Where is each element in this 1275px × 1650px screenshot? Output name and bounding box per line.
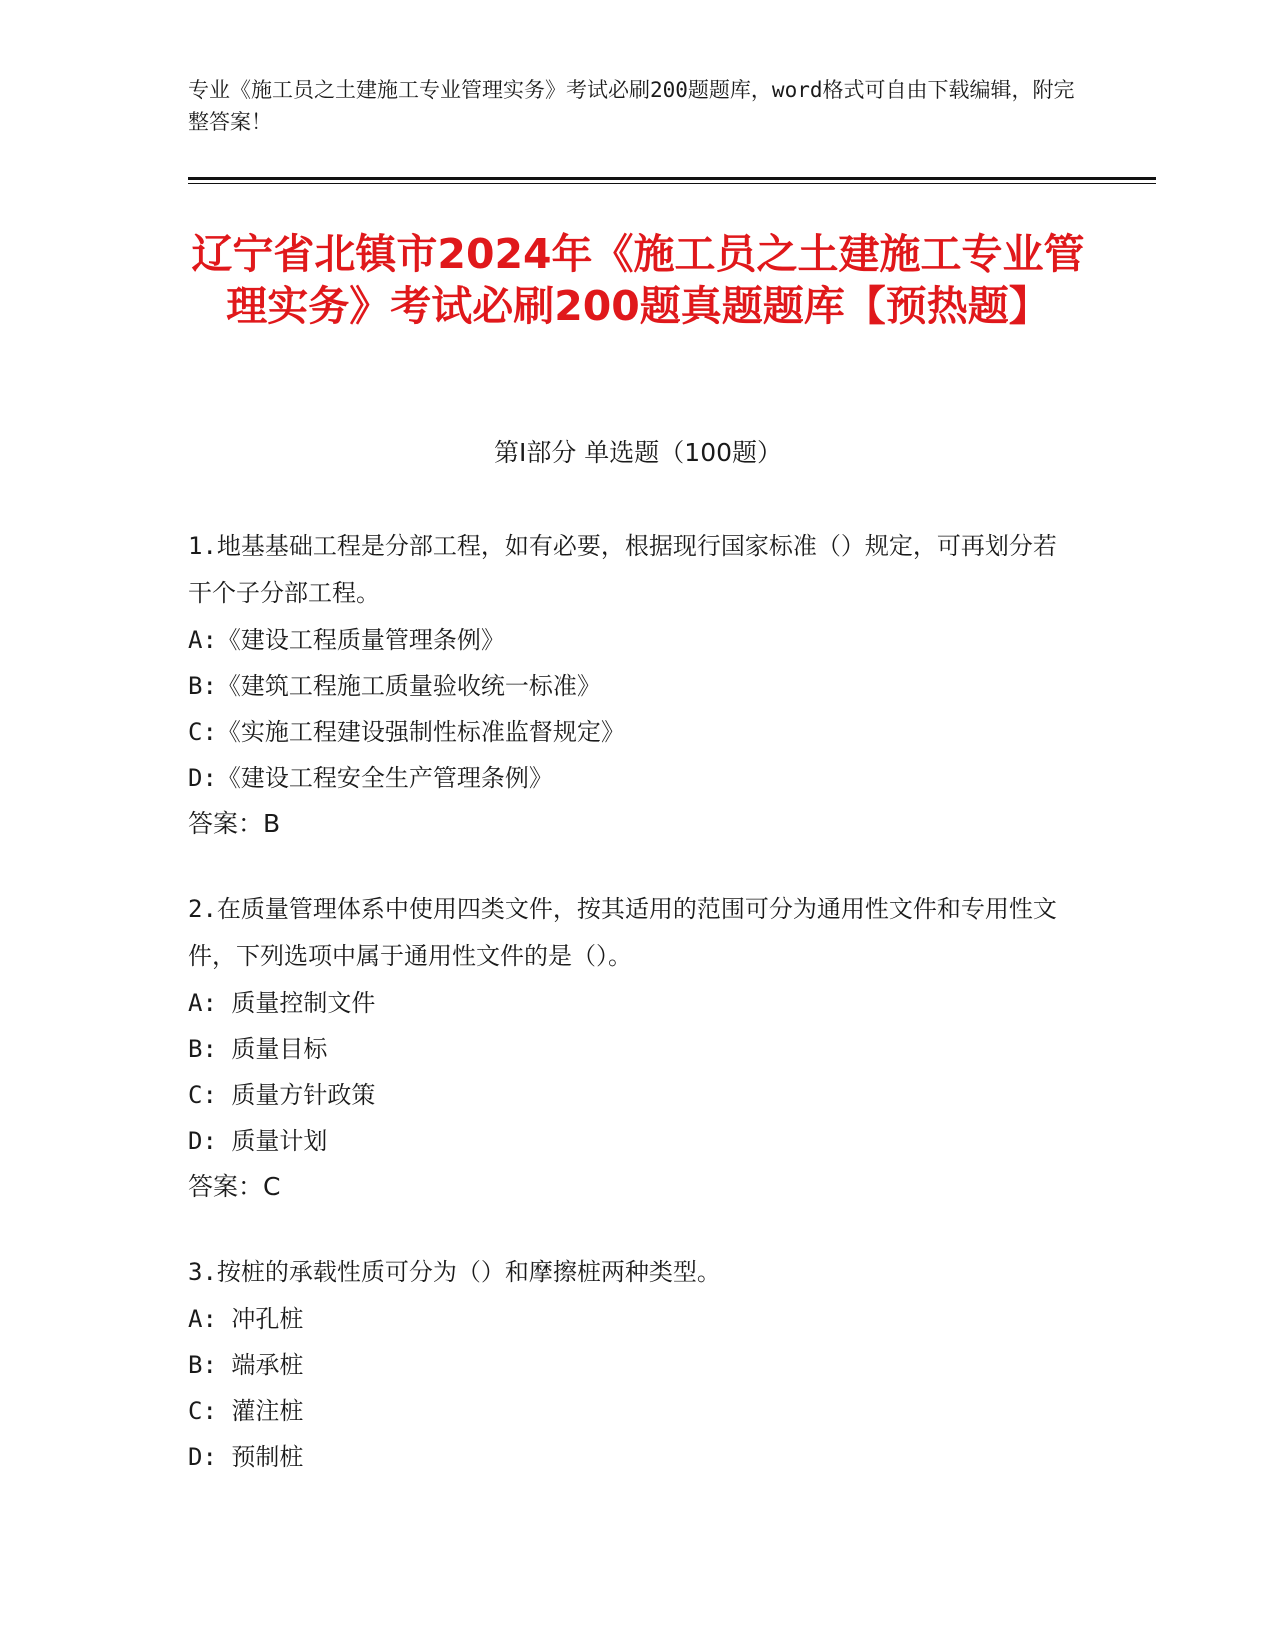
option-c: C: 质量方针政策 [188,1081,376,1109]
option-c: C:《实施工程建设强制性标准监督规定》 [188,718,625,746]
question-stem: 2.在质量管理体系中使用四类文件，按其适用的范围可分为通用性文件和专用性文件，下列选项中属于通用性文件的是（）。 [188,895,1057,970]
question-1 [188,523,1068,847]
question-stem: 3.按桩的承载性质可分为（）和摩擦桩两种类型。 [188,1258,721,1286]
option-d: D:《建设工程安全生产管理条例》 [188,764,553,792]
header-divider-thin [188,183,1156,184]
question-stem: 1.地基基础工程是分部工程，如有必要，根据现行国家标准（）规定，可再划分若干个子分部工程。 [188,532,1057,607]
option-b: B: 端承桩 [188,1351,304,1379]
question-3 [188,1249,1068,1480]
option-a: A: 质量控制文件 [188,989,376,1017]
answer: 答案：B [188,809,281,838]
option-d: D: 预制桩 [188,1443,304,1471]
option-a: A:《建设工程质量管理条例》 [188,626,505,654]
option-d: D: 质量计划 [188,1127,328,1155]
section-heading: 第I部分 单选题（100题） [493,438,783,467]
option-b: B:《建筑工程施工质量验收统一标准》 [188,672,601,700]
question-2 [188,886,1068,1210]
option-b: B: 质量目标 [188,1035,328,1063]
document-title: 辽宁省北镇市2024年《施工员之土建施工专业管理实务》考试必刷200题真题题库【预热题】 [191,230,1085,330]
header-note: 专业《施工员之土建施工专业管理实务》考试必刷200题题库，word格式可自由下载编辑，附完整答案！ [188,78,1075,134]
option-a: A: 冲孔桩 [188,1305,304,1333]
answer: 答案：C [188,1172,281,1201]
option-c: C: 灌注桩 [188,1397,304,1425]
header-divider-thick [188,177,1156,180]
